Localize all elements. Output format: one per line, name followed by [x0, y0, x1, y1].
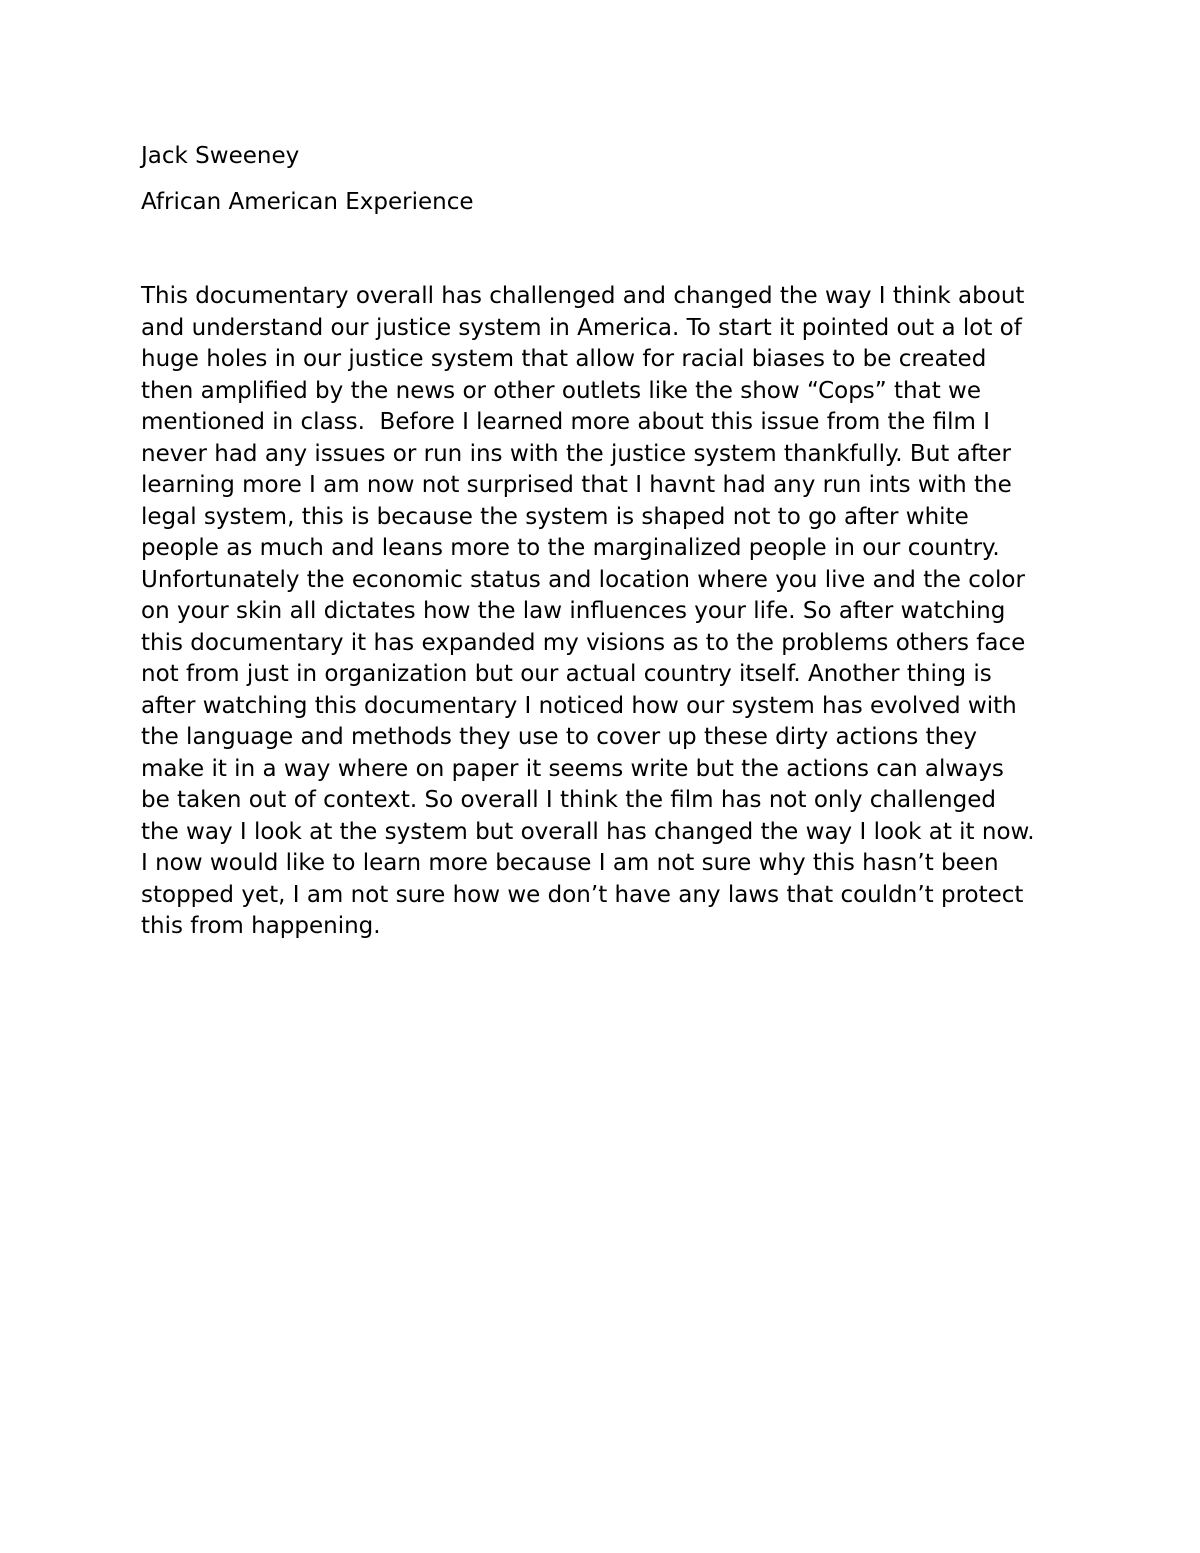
- paragraph-line: Unfortunately the economic status and location where you live and the color: [141, 566, 1025, 593]
- paragraph-line: never had any issues or run ins with the justice system thankfully. But after: [141, 440, 1012, 467]
- essay-paragraph: [141, 281, 1035, 943]
- paragraph-line: not from just in organization but our actual country itself. Another thing is: [141, 661, 992, 687]
- paragraph-line: the way I look at the system but overall has changed the way I look at it now.: [141, 818, 1035, 845]
- paragraph-line: learning more I am now not surprised that I havnt had any run ints with the: [141, 472, 1012, 498]
- paragraph-line: I now would like to learn more because I am not sure why this hasn’t been: [141, 850, 999, 876]
- paragraph-line: legal system, this is because the system is shaped not to go after white: [141, 503, 969, 530]
- course-title: African American Experience: [141, 189, 474, 215]
- paragraph-line: stopped yet, I am not sure how we don’t have any laws that couldn’t protect: [141, 881, 1024, 908]
- paragraph-line: after watching this documentary I noticed how our system has evolved with: [141, 692, 1017, 719]
- paragraph-line: make it in a way where on paper it seems write but the actions can always: [141, 755, 1004, 782]
- paragraph-line: and understand our justice system in America. To start it pointed out a lot of: [141, 314, 1022, 341]
- author-name: Jack Sweeney: [141, 143, 300, 169]
- paragraph-line: mentioned in class. Before I learned more about this issue from the film I: [141, 409, 990, 435]
- paragraph-line: be taken out of context. So overall I think the film has not only challenged: [141, 787, 996, 813]
- paragraph-line: this from happening.: [141, 913, 381, 939]
- paragraph-line: people as much and leans more to the marginalized people in our country.: [141, 535, 1000, 561]
- paragraph-line: on your skin all dictates how the law influences your life. So after watching: [141, 598, 1006, 624]
- paragraph-line: the language and methods they use to cover up these dirty actions they: [141, 724, 977, 750]
- paragraph-line: huge holes in our justice system that allow for racial biases to be created: [141, 346, 987, 372]
- paragraph-line: This documentary overall has challenged and changed the way I think about: [141, 283, 1025, 309]
- paragraph-line: this documentary it has expanded my visions as to the problems others face: [141, 629, 1026, 656]
- paragraph-line: then amplified by the news or other outlets like the show “Cops” that we: [141, 377, 981, 404]
